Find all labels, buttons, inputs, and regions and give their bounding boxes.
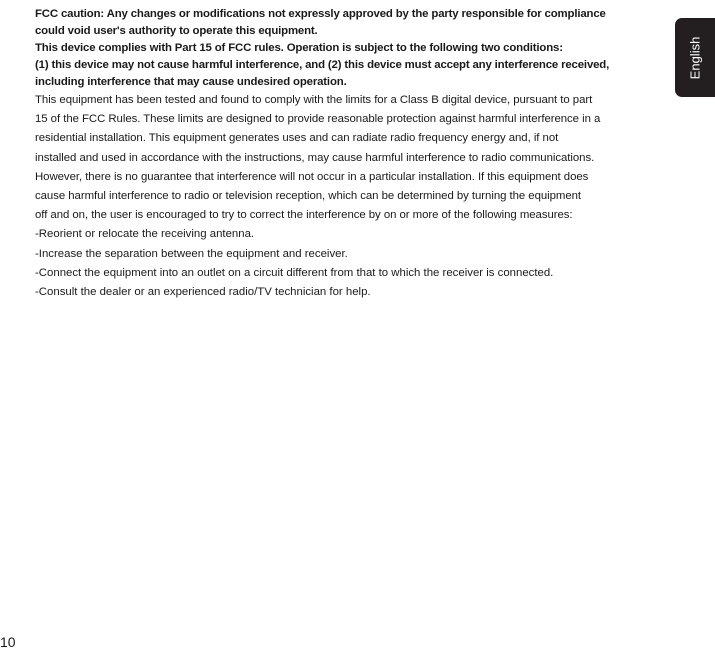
paragraph-line: installed and used in accordance with the instructions, may cause harmful interference to radio communications. (35, 151, 595, 164)
measure-item: -Increase the separation between the equipment and receiver. (35, 247, 348, 260)
language-tab-label: English (687, 36, 703, 79)
paragraph-line: 15 of the FCC Rules. These limits are designed to provide reasonable protection against harmful interference in a (35, 113, 601, 126)
caution-line: including interference that may cause undesired operation. (35, 76, 347, 88)
measures-list (35, 225, 663, 302)
caution-line: FCC caution: Any changes or modifications not expressly approved by the party responsible for compliance (35, 8, 606, 20)
measure-item: -Connect the equipment into an outlet on a circuit different from that to which the receiver is connected. (35, 266, 554, 279)
measure-item: -Consult the dealer or an experienced radio/TV technician for help. (35, 286, 371, 299)
compliance-paragraph (35, 91, 663, 225)
caution-line: (1) this device may not cause harmful interference, and (2) this device must accept any interference received, (35, 59, 610, 71)
page-number: 10 (0, 634, 16, 650)
fcc-caution (35, 6, 663, 91)
language-tab (675, 18, 715, 97)
paragraph-line: off and on, the user is encouraged to try to correct the interference by on or more of the following measures: (35, 209, 573, 222)
measure-item: -Reorient or relocate the receiving antenna. (35, 228, 255, 241)
caution-line: could void user's authority to operate this equipment. (35, 25, 318, 37)
fcc-statement (35, 6, 663, 302)
paragraph-line: cause harmful interference to radio or television reception, which can be determined by turning the equipment (35, 190, 582, 203)
paragraph-line: This equipment has been tested and found to comply with the limits for a Class B digital device, pursuant to part (35, 94, 593, 106)
paragraph-line: However, there is no guarantee that interference will not occur in a particular installation. If this equipment does (35, 170, 589, 183)
caution-line: This device complies with Part 15 of FCC rules. Operation is subject to the following two conditions: (35, 42, 563, 54)
paragraph-line: residential installation. This equipment generates uses and can radiate radio frequency energy and, if not (35, 132, 559, 145)
